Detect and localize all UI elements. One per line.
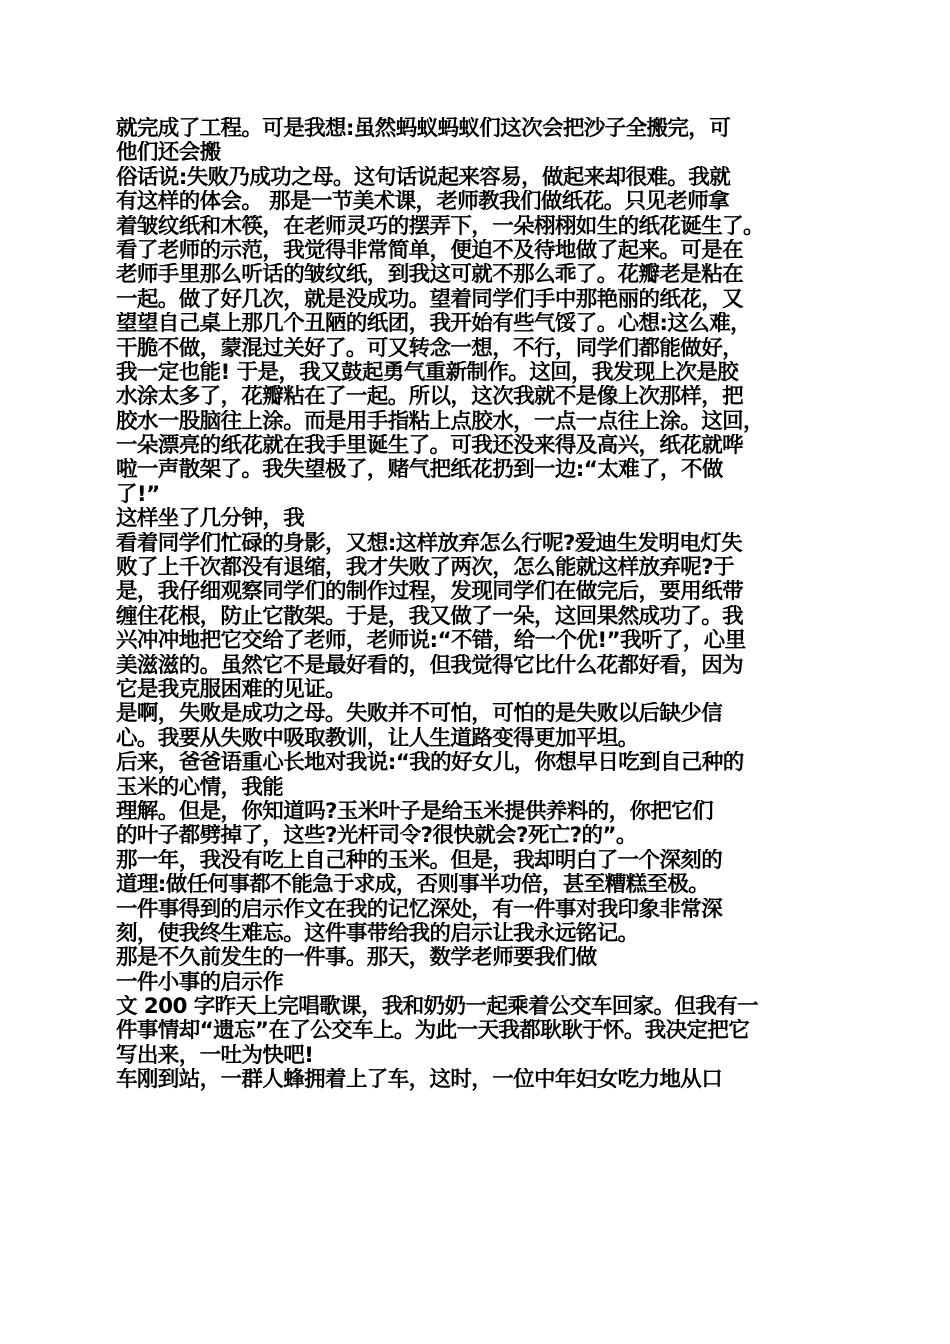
text-line: 一件事得到的启示作文在我的记忆深处，有一件事对我印象非常深 bbox=[116, 897, 723, 922]
text-line: 玉米的心情，我能 bbox=[116, 775, 284, 800]
text-line: 着皱纹纸和木筷，在老师灵巧的摆弄下，一朵栩栩如生的纸花诞生了。 bbox=[116, 214, 764, 239]
text-line: 看着同学们忙碌的身影，又想:这样放弃怎么行呢?爱迪生发明电灯失 bbox=[116, 531, 742, 556]
text-line: 道理:做任何事都不能急于求成，否则事半功倍，甚至糟糕至极。 bbox=[116, 873, 710, 898]
text-line: 文 200 字昨天上完唱歌课，我和奶奶一起乘着公交车回家。但我有一 bbox=[116, 995, 759, 1020]
text-line: 啦一声散架了。我失望极了，赌气把纸花扔到一边:“太难了，不做 bbox=[116, 458, 723, 483]
text-line: 缠住花根，防止它散架。于是，我又做了一朵，这回果然成功了。我 bbox=[116, 604, 744, 629]
text-line: 老师手里那么听话的皱纹纸，到我这可就不那么乖了。花瓣老是粘在 bbox=[116, 263, 744, 288]
text-line: 的叶子都劈掉了，这些?光杆司令?很快就会?死亡?的”。 bbox=[116, 824, 637, 849]
text-line: 胶水一股脑往上涂。而是用手指粘上点胶水，一点一点往上涂。这回， bbox=[116, 409, 764, 434]
text-line: 了!” bbox=[116, 482, 160, 507]
text-line: 有这样的体会。 那是一节美术课，老师教我们做纸花。只见老师拿 bbox=[116, 190, 729, 215]
text-line: 这样坐了几分钟，我 bbox=[116, 507, 305, 532]
text-line: 心。我要从失败中吸取教训，让人生道路变得更加平坦。 bbox=[116, 726, 639, 751]
text-line: 水涂太多了，花瓣粘在了一起。所以，这次我就不是像上次那样，把 bbox=[116, 385, 744, 410]
text-line: 干脆不做，蒙混过关好了。可又转念一想，不行，同学们都能做好， bbox=[116, 336, 744, 361]
text-line: 一件小事的启示作 bbox=[116, 970, 284, 995]
text-line: 刻，使我终生难忘。这件事带给我的启示让我永远铭记。 bbox=[116, 921, 639, 946]
text-line: 理解。但是，你知道吗?玉米叶子是给玉米提供养料的，你把它们 bbox=[116, 799, 714, 824]
text-line: 是，我仔细观察同学们的制作过程，发现同学们在做完后，要用纸带 bbox=[116, 580, 744, 605]
text-line: 那一年，我没有吃上自己种的玉米。但是，我却明白了一个深刻的 bbox=[116, 848, 723, 873]
text-line: 看了老师的示范，我觉得非常简单，便迫不及待地做了起来。可是在 bbox=[116, 238, 744, 263]
text-line: 件事情却“遗忘”在了公交车上。为此一天我都耿耿于怀。我决定把它 bbox=[116, 1019, 750, 1044]
text-line: 它是我克服困难的见证。 bbox=[116, 677, 346, 702]
text-line: 后来，爸爸语重心长地对我说:“我的好女儿，你想早日吃到自己种的 bbox=[116, 751, 744, 776]
text-line: 是啊，失败是成功之母。失败并不可怕，可怕的是失败以后缺少信 bbox=[116, 702, 723, 727]
text-line: 败了上千次都没有退缩，我才失败了两次，怎么能就这样放弃呢?于 bbox=[116, 556, 734, 581]
text-line: 美滋滋的。虽然它不是最好看的，但我觉得它比什么花都好看，因为 bbox=[116, 653, 744, 678]
text-line: 我一定也能! 于是，我又鼓起勇气重新制作。这回，我发现上次是胶 bbox=[116, 360, 739, 385]
text-line: 俗话说:失败乃成功之母。这句话说起来容易，做起来却很难。我就 bbox=[116, 165, 731, 190]
document-body bbox=[116, 117, 846, 1093]
text-line: 一朵漂亮的纸花就在我手里诞生了。可我还没来得及高兴，纸花就哗 bbox=[116, 434, 744, 459]
text-line: 就完成了工程。可是我想:虽然蚂蚁蚂蚁们这次会把沙子全搬完，可 bbox=[116, 117, 731, 141]
text-line: 写出来，一吐为快吧! bbox=[116, 1043, 314, 1068]
text-line: 兴冲冲地把它交给了老师，老师说:“不错，给一个优!”我听了，心里 bbox=[116, 629, 746, 654]
text-line: 望望自己桌上那几个丑陋的纸团，我开始有些气馁了。心想:这么难， bbox=[116, 312, 752, 337]
text-line: 他们还会搬 bbox=[116, 141, 221, 166]
text-line: 一起。做了好几次，就是没成功。望着同学们手中那艳丽的纸花，又 bbox=[116, 287, 744, 312]
text-line: 那是不久前发生的一件事。那天，数学老师要我们做 bbox=[116, 946, 597, 971]
text-line: 车刚到站，一群人蜂拥着上了车，这时，一位中年妇女吃力地从口 bbox=[116, 1068, 723, 1093]
